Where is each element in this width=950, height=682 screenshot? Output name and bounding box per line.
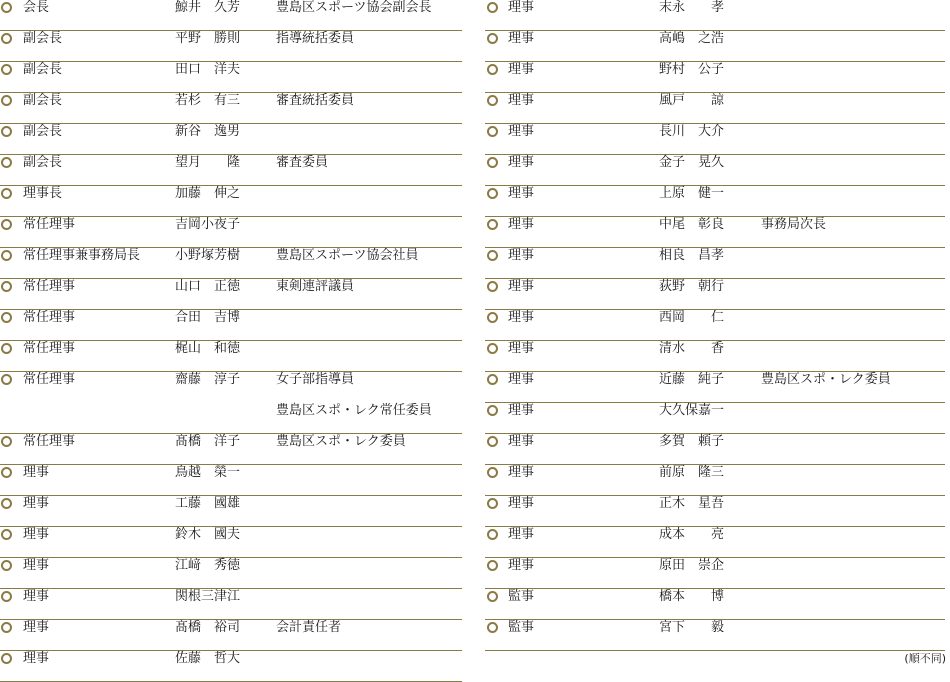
officer-note: 豊島区スポ・レク委員 bbox=[761, 372, 891, 387]
officer-role: 理事 bbox=[508, 310, 535, 325]
officer-role: 理事 bbox=[508, 558, 535, 573]
officer-name: 金子 晃久 bbox=[659, 155, 725, 170]
officer-role: 理事 bbox=[508, 31, 535, 46]
officer-role: 監事 bbox=[508, 589, 535, 604]
officer-role: 理事 bbox=[508, 93, 535, 108]
officer-row bbox=[0, 186, 462, 217]
bullet-icon bbox=[487, 529, 498, 540]
officer-row bbox=[485, 155, 945, 186]
bullet-icon bbox=[1, 64, 12, 75]
officer-row bbox=[0, 496, 462, 527]
officer-role: 理事 bbox=[508, 248, 535, 263]
officer-note-secondary: 豊島区スポ・レク常任委員 bbox=[276, 403, 432, 418]
officer-name: 田口 洋夫 bbox=[175, 62, 241, 77]
officer-row bbox=[485, 0, 945, 31]
order-note: (順不同) bbox=[904, 652, 946, 665]
officer-row bbox=[485, 217, 945, 248]
officer-row bbox=[485, 434, 945, 465]
officer-name: 末永 孝 bbox=[659, 0, 725, 15]
officer-role: 副会長 bbox=[23, 31, 63, 46]
bullet-icon bbox=[487, 498, 498, 509]
officer-name: 成本 亮 bbox=[659, 527, 725, 542]
officer-row bbox=[485, 62, 945, 93]
officer-name: 相良 昌孝 bbox=[659, 248, 725, 263]
officer-row bbox=[0, 620, 462, 651]
officer-row bbox=[485, 341, 945, 372]
officer-name: 関根三津江 bbox=[175, 589, 241, 604]
officer-name: 宮下 毅 bbox=[659, 620, 725, 635]
bullet-icon bbox=[1, 560, 12, 571]
officer-role: 理事 bbox=[508, 372, 535, 387]
officer-name: 荻野 朝行 bbox=[659, 279, 725, 294]
bullet-icon bbox=[487, 2, 498, 13]
officer-role: 副会長 bbox=[23, 93, 63, 108]
officer-row bbox=[0, 310, 462, 341]
officer-role: 会長 bbox=[23, 0, 50, 15]
officer-row bbox=[485, 248, 945, 279]
bullet-icon bbox=[1, 591, 12, 602]
officer-role: 理事 bbox=[508, 124, 535, 139]
bullet-icon bbox=[1, 157, 12, 168]
officer-row bbox=[485, 93, 945, 124]
bullet-icon bbox=[1, 95, 12, 106]
officer-row bbox=[485, 403, 945, 434]
officer-role: 理事 bbox=[508, 341, 535, 356]
officer-role: 理事 bbox=[508, 496, 535, 511]
officer-role: 理事長 bbox=[23, 186, 63, 201]
officer-name: 望月 隆 bbox=[175, 155, 241, 170]
officer-role: 理事 bbox=[508, 155, 535, 170]
officer-role: 理事 bbox=[23, 589, 50, 604]
bullet-icon bbox=[1, 126, 12, 137]
bullet-icon bbox=[1, 2, 12, 13]
officer-name: 野村 公子 bbox=[659, 62, 725, 77]
officer-row bbox=[0, 651, 462, 682]
officer-name: 齋藤 淳子 bbox=[175, 372, 241, 387]
officer-role: 理事 bbox=[23, 620, 50, 635]
officer-note: 豊島区スポ・レク委員 bbox=[276, 434, 406, 449]
officer-row bbox=[0, 93, 462, 124]
officer-name: 合田 吉博 bbox=[175, 310, 241, 325]
officer-name: 中尾 彰良 bbox=[659, 217, 725, 232]
officer-name: 小野塚芳樹 bbox=[175, 248, 241, 263]
officer-row bbox=[0, 31, 462, 62]
officer-role: 理事 bbox=[508, 527, 535, 542]
officer-row bbox=[485, 527, 945, 558]
officer-role: 常任理事 bbox=[23, 217, 76, 232]
officer-row bbox=[485, 558, 945, 589]
officer-role: 理事 bbox=[508, 0, 535, 15]
bullet-icon bbox=[1, 250, 12, 261]
officer-role: 理事 bbox=[23, 496, 50, 511]
officer-row bbox=[0, 527, 462, 558]
officer-row bbox=[485, 186, 945, 217]
officer-note: 審査委員 bbox=[276, 155, 329, 170]
officer-note: 審査統括委員 bbox=[276, 93, 355, 108]
officer-name: 吉岡小夜子 bbox=[175, 217, 241, 232]
officer-row bbox=[485, 124, 945, 155]
officer-name: 鯨井 久芳 bbox=[175, 0, 241, 15]
officer-role: 常任理事 bbox=[23, 434, 76, 449]
officer-role: 常任理事 bbox=[23, 372, 76, 387]
officer-row bbox=[0, 279, 462, 310]
officer-name: 大久保嘉一 bbox=[659, 403, 725, 418]
officer-row bbox=[0, 434, 462, 465]
bullet-icon bbox=[487, 250, 498, 261]
officer-row bbox=[0, 589, 462, 620]
officer-role: 常任理事兼事務局長 bbox=[23, 248, 141, 263]
officer-name: 橋本 博 bbox=[659, 589, 725, 604]
officer-row bbox=[0, 217, 462, 248]
bullet-icon bbox=[487, 188, 498, 199]
officer-name: 梶山 和徳 bbox=[175, 341, 241, 356]
officer-name: 風戸 諒 bbox=[659, 93, 725, 108]
bullet-icon bbox=[487, 467, 498, 478]
officer-name: 多賀 頼子 bbox=[659, 434, 725, 449]
bullet-icon bbox=[1, 219, 12, 230]
officer-role: 理事 bbox=[508, 279, 535, 294]
officer-row bbox=[0, 62, 462, 93]
officer-note: 豊島区スポーツ協会副会長 bbox=[276, 0, 432, 15]
officer-name: 上原 健一 bbox=[659, 186, 725, 201]
officer-note: 指導統括委員 bbox=[276, 31, 355, 46]
bullet-icon bbox=[487, 560, 498, 571]
officer-row bbox=[0, 0, 462, 31]
officer-role: 理事 bbox=[23, 465, 50, 480]
bullet-icon bbox=[1, 281, 12, 292]
officer-note: 豊島区スポーツ協会社員 bbox=[276, 248, 419, 263]
bullet-icon bbox=[1, 622, 12, 633]
officer-name: 前原 隆三 bbox=[659, 465, 725, 480]
officer-note: 東剣連評議員 bbox=[276, 279, 355, 294]
bullet-icon bbox=[1, 343, 12, 354]
bullet-icon bbox=[1, 312, 12, 323]
officer-role: 副会長 bbox=[23, 62, 63, 77]
officer-name: 平野 勝則 bbox=[175, 31, 241, 46]
bullet-icon bbox=[487, 219, 498, 230]
bullet-icon bbox=[1, 498, 12, 509]
officer-name: 山口 正徳 bbox=[175, 279, 241, 294]
bullet-icon bbox=[487, 281, 498, 292]
bullet-icon bbox=[1, 529, 12, 540]
bullet-icon bbox=[1, 436, 12, 447]
officer-name: 新谷 逸男 bbox=[175, 124, 241, 139]
bullet-icon bbox=[487, 591, 498, 602]
bullet-icon bbox=[1, 188, 12, 199]
officer-name: 加藤 伸之 bbox=[175, 186, 241, 201]
bullet-icon bbox=[487, 33, 498, 44]
officer-row bbox=[485, 589, 945, 620]
officer-row bbox=[0, 372, 462, 434]
officer-role: 理事 bbox=[508, 62, 535, 77]
officer-note: 会計責任者 bbox=[276, 620, 342, 635]
officer-role: 理事 bbox=[508, 217, 535, 232]
officer-role: 理事 bbox=[23, 558, 50, 573]
bullet-icon bbox=[487, 157, 498, 168]
officer-name: 西岡 仁 bbox=[659, 310, 725, 325]
officer-row bbox=[485, 496, 945, 527]
officer-role: 常任理事 bbox=[23, 310, 76, 325]
officer-role: 副会長 bbox=[23, 155, 63, 170]
bullet-icon bbox=[487, 312, 498, 323]
bullet-icon bbox=[487, 95, 498, 106]
bullet-icon bbox=[1, 653, 12, 664]
officer-list-left bbox=[0, 0, 462, 682]
bullet-icon bbox=[487, 405, 498, 416]
bullet-icon bbox=[1, 33, 12, 44]
officer-name: 髙橋 裕司 bbox=[175, 620, 241, 635]
bullet-icon bbox=[1, 374, 12, 385]
officer-role: 常任理事 bbox=[23, 341, 76, 356]
bullet-icon bbox=[487, 374, 498, 385]
officer-name: 江﨑 秀徳 bbox=[175, 558, 241, 573]
officer-row bbox=[485, 31, 945, 62]
officer-row bbox=[0, 341, 462, 372]
officer-row bbox=[485, 310, 945, 341]
officer-row bbox=[0, 155, 462, 186]
officer-role: 常任理事 bbox=[23, 279, 76, 294]
officer-row bbox=[485, 620, 945, 651]
officer-row bbox=[0, 558, 462, 589]
officer-row bbox=[485, 465, 945, 496]
officer-name: 正木 星吾 bbox=[659, 496, 725, 511]
bullet-icon bbox=[487, 64, 498, 75]
officer-list-right bbox=[485, 0, 945, 651]
officer-row bbox=[485, 372, 945, 403]
officer-name: 高嶋 之浩 bbox=[659, 31, 725, 46]
officer-name: 若杉 有三 bbox=[175, 93, 241, 108]
bullet-icon bbox=[487, 436, 498, 447]
officer-name: 髙橋 洋子 bbox=[175, 434, 241, 449]
officer-name: 長川 大介 bbox=[659, 124, 725, 139]
officer-name: 佐藤 哲大 bbox=[175, 651, 241, 666]
officer-name: 清水 香 bbox=[659, 341, 725, 356]
officer-name: 鳥越 榮一 bbox=[175, 465, 241, 480]
officer-role: 理事 bbox=[508, 434, 535, 449]
officer-name: 原田 崇企 bbox=[659, 558, 725, 573]
bullet-icon bbox=[487, 343, 498, 354]
officer-role: 監事 bbox=[508, 620, 535, 635]
officer-row bbox=[0, 465, 462, 496]
officer-name: 工藤 國雄 bbox=[175, 496, 241, 511]
officer-name: 鈴木 國夫 bbox=[175, 527, 241, 542]
officer-name: 近藤 純子 bbox=[659, 372, 725, 387]
bullet-icon bbox=[487, 126, 498, 137]
bullet-icon bbox=[487, 622, 498, 633]
officer-row bbox=[0, 124, 462, 155]
officer-role: 理事 bbox=[508, 403, 535, 418]
officer-role: 理事 bbox=[23, 527, 50, 542]
officer-note: 事務局次長 bbox=[761, 217, 827, 232]
officer-role: 理事 bbox=[23, 651, 50, 666]
officer-note: 女子部指導員 bbox=[276, 372, 355, 387]
bullet-icon bbox=[1, 467, 12, 478]
officer-row bbox=[485, 279, 945, 310]
officer-row bbox=[0, 248, 462, 279]
officer-role: 副会長 bbox=[23, 124, 63, 139]
officer-role: 理事 bbox=[508, 186, 535, 201]
officer-role: 理事 bbox=[508, 465, 535, 480]
